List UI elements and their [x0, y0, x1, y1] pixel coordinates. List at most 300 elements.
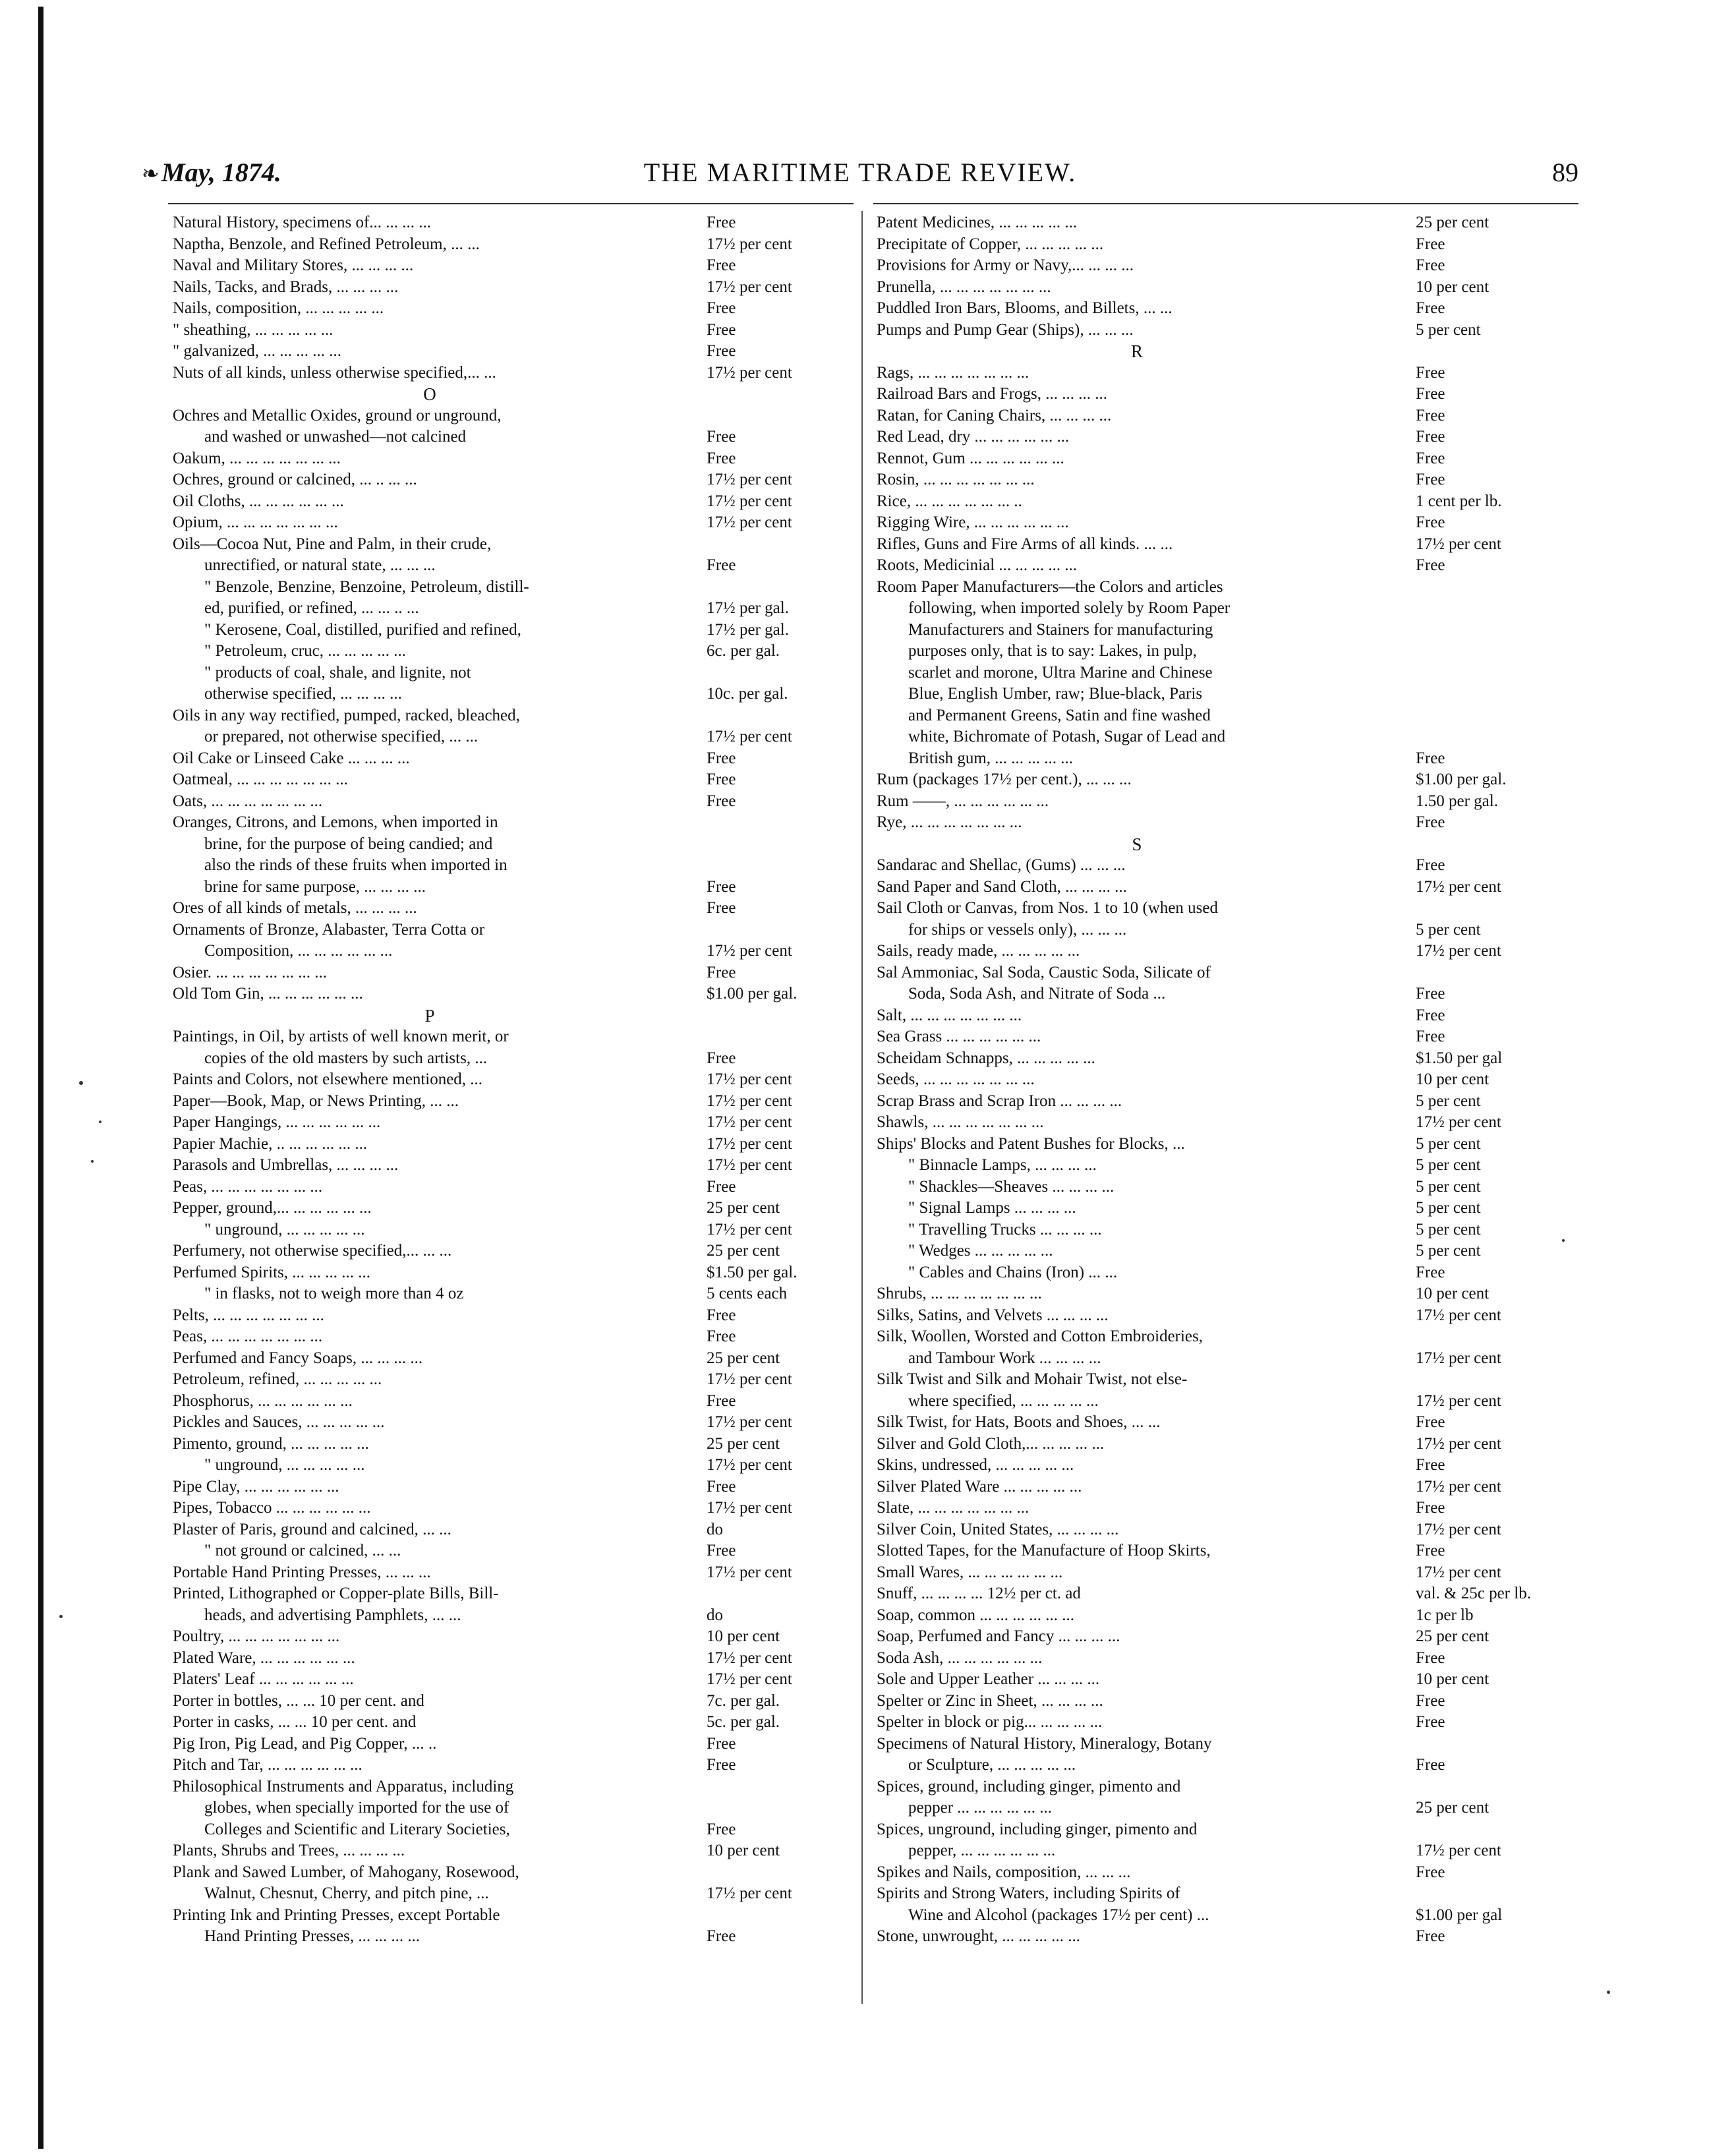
tariff-entry — [173, 255, 845, 277]
tariff-item: Oil Cake or Linseed Cake ... ... ... ... — [173, 749, 410, 767]
tariff-item: Rags, ... ... ... ... ... ... ... — [877, 363, 1029, 382]
tariff-item: Plaster of Paris, ground and calcined, ... ... — [173, 1520, 451, 1538]
tariff-item: Old Tom Gin, ... ... ... ... ... ... — [173, 985, 363, 1003]
tariff-entry — [173, 1412, 845, 1434]
tariff-item: Nails, Tacks, and Brads, ... ... ... ... — [173, 277, 399, 296]
tariff-rate: Free — [1416, 1542, 1445, 1559]
tariff-item: copies of the old masters by such artists, ... — [204, 1049, 488, 1067]
tariff-item: Poultry, ... ... ... ... ... ... ... — [173, 1627, 340, 1645]
tariff-rate: Free — [1416, 556, 1445, 574]
tariff-entry — [173, 1198, 845, 1219]
tariff-entry — [877, 1369, 1562, 1391]
tariff-rate: Free — [1416, 449, 1445, 467]
tariff-item: Rifles, Guns and Fire Arms of all kinds. ... ... — [877, 535, 1173, 553]
tariff-rate: 5 per cent — [1416, 920, 1481, 939]
tariff-entry — [173, 1734, 845, 1755]
tariff-item: Oil Cloths, ... ... ... ... ... ... — [173, 492, 344, 510]
tariff-entry — [877, 662, 1562, 684]
tariff-rate: 10 per cent — [1416, 1285, 1490, 1302]
tariff-rate: Free — [707, 320, 736, 339]
tariff-item: Skins, undressed, ... ... ... ... ... — [877, 1456, 1074, 1474]
tariff-rate: 17½ per cent — [707, 492, 792, 510]
tariff-item: Paper—Book, Map, or News Printing, ... ... — [173, 1092, 459, 1110]
tariff-item: Pumps and Pump Gear (Ships), ... ... ... — [877, 320, 1134, 339]
tariff-rate: 5 per cent — [1416, 1220, 1481, 1238]
tariff-item: heads, and advertising Pamphlets, ... ... — [204, 1606, 461, 1624]
tariff-rate: Free — [1416, 299, 1445, 317]
tariff-rate: $1.50 per gal — [1416, 1049, 1503, 1067]
tariff-item: Natural History, specimens of... ... ... ... — [173, 214, 432, 231]
tariff-item: Blue, English Umber, raw; Blue-black, Paris — [908, 685, 1203, 703]
tariff-item: pepper, ... ... ... ... ... ... — [908, 1842, 1056, 1859]
tariff-entry — [877, 1862, 1562, 1884]
tariff-entry — [877, 1005, 1562, 1027]
tariff-rate: Free — [707, 428, 736, 446]
tariff-rate: 25 per cent — [707, 1199, 780, 1217]
tariff-rate: Free — [707, 1927, 736, 1945]
tariff-entry — [173, 684, 845, 705]
publication-title: THE MARITIME TRADE REVIEW. — [643, 158, 1077, 187]
tariff-entry — [877, 1712, 1562, 1734]
tariff-entry — [877, 1069, 1562, 1091]
tariff-entry — [877, 898, 1562, 919]
tariff-entry — [877, 983, 1562, 1005]
tariff-rate: 6c. per gal. — [707, 642, 780, 660]
tariff-entry — [877, 1391, 1562, 1413]
tariff-item: Paintings, in Oil, by artists of well known merit, or — [173, 1028, 509, 1045]
tariff-entry — [877, 1219, 1562, 1241]
tariff-entry — [173, 555, 845, 577]
tariff-item: Sails, ready made, ... ... ... ... ... — [877, 942, 1080, 960]
hand-mark-icon: ❧ — [142, 161, 159, 185]
tariff-rate: 17½ per cent — [1416, 1520, 1501, 1538]
tariff-item: Silk Twist and Silk and Mohair Twist, not else- — [877, 1370, 1188, 1388]
section-letter: S — [1132, 834, 1142, 854]
tariff-item: Shrubs, ... ... ... ... ... ... ... — [877, 1285, 1042, 1302]
tariff-item: where specified, ... ... ... ... ... — [908, 1391, 1099, 1410]
tariff-entry — [173, 1540, 845, 1562]
tariff-item: Nails, composition, ... ... ... ... ... — [173, 299, 384, 317]
tariff-rate: 17½ per cent — [1416, 1306, 1501, 1324]
tariff-entry — [173, 1883, 845, 1905]
tariff-entry — [877, 1905, 1562, 1927]
tariff-rate: Free — [707, 963, 736, 981]
tariff-entry — [173, 320, 845, 341]
tariff-item: Sandarac and Shellac, (Gums) ... ... ... — [877, 856, 1126, 874]
print-speck — [91, 1160, 94, 1163]
tariff-rate: 10 per cent — [1416, 277, 1490, 296]
tariff-rate: 17½ per cent — [707, 277, 792, 296]
tariff-entry — [173, 491, 845, 513]
print-speck — [99, 1121, 101, 1123]
tariff-item: Rennot, Gum ... ... ... ... ... ... — [877, 449, 1064, 467]
tariff-entry — [877, 620, 1562, 641]
tariff-entry — [173, 726, 845, 748]
tariff-rate: Free — [707, 899, 736, 917]
tariff-entry — [173, 1240, 845, 1262]
tariff-rate: do — [707, 1520, 723, 1538]
tariff-rate: Free — [1416, 1413, 1445, 1431]
tariff-entry — [877, 1669, 1562, 1691]
tariff-entry — [173, 898, 845, 919]
tariff-rate: Free — [1416, 385, 1445, 403]
tariff-item: Silver and Gold Cloth,... ... ... ... ... — [877, 1434, 1105, 1453]
tariff-rate: Free — [1416, 1927, 1445, 1945]
tariff-rate: 5 per cent — [1416, 1177, 1481, 1196]
tariff-entry — [877, 448, 1562, 470]
tariff-item: Specimens of Natural History, Mineralogy, Botany — [877, 1734, 1212, 1753]
tariff-entry — [877, 791, 1562, 813]
tariff-item: Sole and Upper Leather ... ... ... ... — [877, 1670, 1100, 1688]
tariff-entry — [173, 620, 845, 641]
tariff-entry — [877, 1026, 1562, 1048]
tariff-entry — [877, 1797, 1562, 1819]
tariff-entry — [173, 405, 845, 427]
tariff-rate: Free — [707, 1049, 736, 1067]
tariff-item: Portable Hand Printing Presses, ... ... ... — [173, 1563, 431, 1581]
tariff-rate: Free — [1416, 985, 1445, 1003]
tariff-rate: 7c. per gal. — [707, 1691, 780, 1710]
tariff-item: Composition, ... ... ... ... ... ... — [204, 942, 393, 960]
tariff-item: pepper ... ... ... ... ... ... — [908, 1799, 1053, 1817]
page-edge-rule — [38, 7, 43, 2149]
tariff-entry — [877, 1134, 1562, 1155]
tariff-entry — [877, 812, 1562, 834]
tariff-rate: 17½ per cent — [1416, 1842, 1501, 1859]
tariff-item: Oranges, Citrons, and Lemons, when imported in — [173, 813, 498, 831]
tariff-rate: 10 per cent — [1416, 1670, 1490, 1688]
tariff-rate: 25 per cent — [1416, 1799, 1490, 1817]
tariff-item: Sea Grass ... ... ... ... ... ... — [877, 1028, 1041, 1045]
tariff-entry — [877, 1305, 1562, 1327]
tariff-item: Sail Cloth or Canvas, from Nos. 1 to 10 (when used — [877, 899, 1219, 917]
tariff-entry — [877, 1177, 1562, 1198]
tariff-rate: 5 per cent — [1416, 1156, 1481, 1174]
tariff-rate: Free — [1416, 1456, 1445, 1474]
tariff-entry — [173, 1434, 845, 1455]
tariff-item: unrectified, or natural state, ... ... ... — [204, 556, 436, 574]
tariff-entry — [877, 726, 1562, 748]
tariff-entry — [173, 1583, 845, 1605]
tariff-entry — [877, 1540, 1562, 1562]
tariff-entry — [173, 1776, 845, 1798]
tariff-item: Ratan, for Caning Chairs, ... ... ... ... — [877, 406, 1112, 424]
tariff-entry — [173, 1048, 845, 1070]
tariff-rate: 25 per cent — [707, 1434, 780, 1453]
tariff-item: Rum ——, ... ... ... ... ... ... — [877, 792, 1049, 810]
tariff-entry — [877, 234, 1562, 256]
tariff-rate: 17½ per cent — [707, 1413, 792, 1431]
tariff-rate: 5 per cent — [1416, 1092, 1481, 1110]
tariff-entry — [173, 298, 845, 320]
tariff-entry — [877, 1691, 1562, 1712]
tariff-item: Plants, Shrubs and Trees, ... ... ... ... — [173, 1842, 405, 1859]
tariff-item: for ships or vessels only), ... ... ... — [908, 920, 1127, 939]
tariff-entry — [173, 983, 845, 1005]
tariff-entry — [877, 405, 1562, 427]
tariff-item: Snuff, ... ... ... ... 12½ per ct. ad — [877, 1585, 1081, 1602]
tariff-rate: 10 per cent — [1416, 1070, 1490, 1088]
tariff-item: " Kerosene, Coal, distilled, purified and refined, — [204, 620, 521, 639]
tariff-rate: Free — [707, 749, 736, 767]
tariff-item: Parasols and Umbrellas, ... ... ... ... — [173, 1156, 399, 1174]
tariff-item: Pickles and Sauces, ... ... ... ... ... — [173, 1413, 385, 1431]
tariff-item: Ochres, ground or calcined, ... .. ... ... — [173, 471, 417, 488]
tariff-item: " unground, ... ... ... ... ... — [204, 1456, 365, 1474]
tariff-item: Rye, ... ... ... ... ... ... ... — [877, 813, 1022, 831]
tariff-item: Rice, ... ... ... ... ... ... .. — [877, 492, 1022, 510]
tariff-item: Oils in any way rectified, pumped, racked, bleached, — [173, 706, 520, 724]
tariff-item: Perfumed and Fancy Soaps, ... ... ... ... — [173, 1349, 423, 1367]
tariff-entry — [877, 1091, 1562, 1113]
tariff-rate: Free — [707, 1391, 736, 1410]
tariff-item: Oils—Cocoa Nut, Pine and Palm, in their crude, — [173, 535, 492, 553]
tariff-item: or Sculpture, ... ... ... ... ... — [908, 1756, 1076, 1774]
tariff-entry — [173, 941, 845, 962]
tariff-entry — [173, 1840, 845, 1862]
tariff-entry — [877, 1926, 1562, 1948]
tariff-rate: 17½ per cent — [707, 1370, 792, 1388]
tariff-rate: 17½ per gal. — [707, 620, 789, 639]
tariff-entry — [877, 1112, 1562, 1134]
tariff-rate: 10 per cent — [707, 1627, 780, 1645]
tariff-entry — [173, 705, 845, 727]
tariff-item: Pig Iron, Pig Lead, and Pig Copper, ... .. — [173, 1734, 437, 1753]
tariff-rate: Free — [1416, 813, 1445, 831]
tariff-rate: Free — [707, 1327, 736, 1345]
tariff-item: and Tambour Work ... ... ... ... — [908, 1349, 1101, 1367]
tariff-entry — [877, 277, 1562, 299]
tariff-item: Pipes, Tobacco ... ... ... ... ... ... — [173, 1499, 371, 1517]
tariff-item: and Permanent Greens, Satin and fine washed — [908, 706, 1211, 724]
tariff-item: Plated Ware, ... ... ... ... ... ... — [173, 1648, 355, 1667]
tariff-item: Railroad Bars and Frogs, ... ... ... ... — [877, 385, 1107, 403]
tariff-item: Roots, Medicinial ... ... ... ... ... — [877, 556, 1078, 574]
tariff-entry — [877, 1326, 1562, 1348]
tariff-item: Red Lead, dry ... ... ... ... ... ... — [877, 428, 1070, 446]
tariff-item: Puddled Iron Bars, Blooms, and Billets, ... ... — [877, 299, 1173, 317]
tariff-rate: 17½ per gal. — [707, 599, 789, 617]
tariff-entry — [173, 641, 845, 662]
tariff-rate: 17½ per cent — [1416, 1391, 1501, 1410]
tariff-rate: 17½ per cent — [707, 1499, 792, 1517]
tariff-item: also the rinds of these fruits when imported in — [204, 856, 507, 874]
tariff-entry — [173, 1626, 845, 1648]
tariff-item: Precipitate of Copper, ... ... ... ... ... — [877, 235, 1104, 253]
tariff-item: Spices, unground, including ginger, pimento and — [877, 1820, 1198, 1838]
tariff-entry — [877, 255, 1562, 277]
tariff-entry — [877, 1262, 1562, 1284]
tariff-item: purposes only, that is to say: Lakes, in pulp, — [908, 642, 1197, 660]
tariff-entry — [173, 1755, 845, 1776]
tariff-rate: Free — [1416, 363, 1445, 382]
tariff-entry — [173, 1134, 845, 1155]
tariff-entry — [173, 1476, 845, 1498]
tariff-item: Rosin, ... ... ... ... ... ... ... — [877, 471, 1035, 488]
tariff-item: " in flasks, not to weigh more than 4 oz — [204, 1285, 464, 1302]
print-speck — [1607, 1991, 1610, 1994]
tariff-rate: Free — [707, 1734, 736, 1753]
tariff-item: Spirits and Strong Waters, including Spirits of — [877, 1884, 1180, 1902]
tariff-entry — [877, 363, 1562, 384]
tariff-entry — [173, 277, 845, 299]
tariff-item: Oakum, ... ... ... ... ... ... ... — [173, 449, 341, 467]
tariff-entry — [173, 1519, 845, 1541]
tariff-entry — [877, 962, 1562, 984]
tariff-entry — [173, 1605, 845, 1627]
tariff-entry — [877, 1734, 1562, 1755]
tariff-rate: 17½ per cent — [707, 513, 792, 531]
tariff-entry — [877, 641, 1562, 662]
tariff-column-left — [173, 212, 845, 1948]
tariff-rate: Free — [707, 771, 736, 788]
tariff-rate: 17½ per cent — [707, 1884, 792, 1902]
tariff-entry — [877, 212, 1562, 234]
tariff-rate: 17½ per cent — [1416, 535, 1501, 553]
tariff-item: Room Paper Manufacturers—the Colors and articles — [877, 577, 1223, 596]
tariff-entry — [877, 534, 1562, 556]
tariff-entry — [173, 1177, 845, 1198]
tariff-item: Oats, ... ... ... ... ... ... ... — [173, 792, 323, 810]
tariff-entry — [173, 1819, 845, 1841]
tariff-rate: Free — [707, 1820, 736, 1838]
tariff-entry — [877, 577, 1562, 598]
print-speck — [1562, 1239, 1565, 1242]
tariff-entry — [877, 1283, 1562, 1305]
tariff-item: Rigging Wire, ... ... ... ... ... ... — [877, 513, 1069, 531]
tariff-entry — [877, 1455, 1562, 1476]
section-letter: O — [423, 384, 436, 404]
tariff-item: Pipe Clay, ... ... ... ... ... ... — [173, 1477, 339, 1496]
tariff-item: Printing Ink and Printing Presses, except Portable — [173, 1906, 500, 1924]
tariff-rate: Free — [707, 792, 736, 810]
section-letter: P — [424, 1005, 435, 1026]
tariff-rate: 5 per cent — [1416, 1242, 1481, 1260]
tariff-rate: 17½ per cent — [707, 1113, 792, 1131]
tariff-rate: Free — [1416, 1028, 1445, 1045]
tariff-item: " Wedges ... ... ... ... ... — [908, 1242, 1053, 1260]
print-speck — [59, 1615, 63, 1618]
tariff-item: Colleges and Scientific and Literary Societies, — [204, 1820, 510, 1838]
tariff-entry — [877, 684, 1562, 705]
tariff-entry — [173, 341, 845, 363]
tariff-rate: 17½ per cent — [1416, 877, 1501, 896]
tariff-item: " not ground or calcined, ... ... — [204, 1542, 401, 1559]
tariff-rate: Free — [707, 1477, 736, 1496]
tariff-item: Platers' Leaf ... ... ... ... ... ... — [173, 1670, 354, 1688]
tariff-item: Sal Ammoniac, Sal Soda, Caustic Soda, Silicate of — [877, 963, 1211, 981]
tariff-item: Plank and Sawed Lumber, of Mahogany, Rosewood, — [173, 1863, 519, 1881]
header-rule-left — [168, 203, 854, 204]
tariff-item: " Travelling Trucks ... ... ... ... — [908, 1220, 1102, 1238]
tariff-rate: Free — [1416, 1263, 1445, 1281]
tariff-item: Peas, ... ... ... ... ... ... ... — [173, 1327, 323, 1345]
tariff-item: Ships' Blocks and Patent Bushes for Blocks, ... — [877, 1134, 1185, 1153]
tariff-item: " Binnacle Lamps, ... ... ... ... — [908, 1156, 1097, 1174]
tariff-entry — [173, 598, 845, 620]
tariff-entry — [173, 363, 845, 384]
tariff-item: " Benzole, Benzine, Benzoine, Petroleum, distill- — [204, 577, 529, 596]
tariff-item: Soda Ash, ... ... ... ... ... ... — [877, 1648, 1043, 1667]
tariff-entry — [877, 1755, 1562, 1776]
tariff-entry — [173, 1669, 845, 1691]
tariff-entry — [877, 1519, 1562, 1541]
tariff-item: Pitch and Tar, ... ... ... ... ... ... — [173, 1756, 362, 1774]
tariff-rate: Free — [1416, 406, 1445, 424]
tariff-entry — [877, 1583, 1562, 1605]
tariff-rate: $1.50 per gal. — [707, 1263, 797, 1281]
tariff-entry — [173, 1562, 845, 1584]
tariff-rate: Free — [707, 449, 736, 467]
tariff-rate: 17½ per cent — [707, 1220, 792, 1238]
tariff-rate: Free — [707, 214, 736, 231]
tariff-item: Seeds, ... ... ... ... ... ... ... — [877, 1070, 1035, 1088]
tariff-item: Porter in bottles, ... ... 10 per cent. and — [173, 1691, 424, 1710]
tariff-item: Ores of all kinds of metals, ... ... ... ... — [173, 899, 417, 917]
tariff-item: Pepper, ground,... ... ... ... ... ... — [173, 1199, 372, 1217]
tariff-rate: 25 per cent — [707, 1349, 780, 1367]
tariff-entry — [173, 1862, 845, 1884]
tariff-entry — [173, 877, 845, 898]
tariff-rate: 5 per cent — [1416, 1199, 1481, 1217]
tariff-item: Ochres and Metallic Oxides, ground or unground, — [173, 406, 502, 424]
tariff-entry — [173, 426, 845, 448]
tariff-item: Sand Paper and Sand Cloth, ... ... ... ... — [877, 877, 1127, 896]
tariff-entry — [877, 1562, 1562, 1584]
tariff-item: Provisions for Army or Navy,... ... ... ... — [877, 256, 1134, 274]
tariff-entry — [173, 512, 845, 534]
tariff-rate: $1.00 per gal. — [707, 985, 797, 1003]
tariff-item: " galvanized, ... ... ... ... ... — [173, 342, 341, 360]
tariff-rate: 17½ per cent — [1416, 1477, 1501, 1496]
tariff-entry — [173, 662, 845, 684]
tariff-entry — [877, 491, 1562, 513]
tariff-rate: Free — [1416, 256, 1445, 274]
tariff-item: Paper Hangings, ... ... ... ... ... ... — [173, 1113, 381, 1131]
tariff-entry — [173, 534, 845, 556]
tariff-item: " Signal Lamps ... ... ... ... — [908, 1199, 1076, 1217]
tariff-entry — [877, 298, 1562, 320]
tariff-entry — [877, 1776, 1562, 1798]
tariff-item: Walnut, Chesnut, Cherry, and pitch pine, ... — [204, 1884, 489, 1902]
tariff-item: Phosphorus, ... ... ... ... ... ... — [173, 1391, 353, 1410]
tariff-item: Soap, common ... ... ... ... ... ... — [877, 1606, 1074, 1624]
tariff-item: Slotted Tapes, for the Manufacture of Hoop Skirts, — [877, 1542, 1211, 1559]
tariff-rate: 1c per lb — [1416, 1606, 1474, 1624]
tariff-entry — [173, 1026, 845, 1048]
tariff-item: following, when imported solely by Room Paper — [908, 599, 1231, 617]
tariff-item: Ornaments of Bronze, Alabaster, Terra Cotta or — [173, 920, 485, 939]
tariff-item: Rum (packages 17½ per cent.), ... ... ... — [877, 771, 1132, 788]
tariff-rate: Free — [1416, 856, 1445, 874]
tariff-rate: 25 per cent — [1416, 214, 1490, 231]
tariff-item: globes, when specially imported for the use of — [204, 1799, 509, 1817]
column-divider — [861, 211, 863, 2004]
header-rule-right — [873, 203, 1579, 204]
tariff-item: otherwise specified, ... ... ... ... — [204, 685, 402, 703]
tariff-entry — [173, 448, 845, 470]
tariff-rate: 1.50 per gal. — [1416, 792, 1498, 810]
tariff-rate: 17½ per cent — [707, 728, 792, 745]
tariff-rate: Free — [1416, 1713, 1445, 1731]
tariff-entry — [173, 962, 845, 984]
tariff-item: Salt, ... ... ... ... ... ... ... — [877, 1006, 1022, 1024]
page-number: 89 — [1552, 158, 1579, 187]
tariff-rate: 25 per cent — [1416, 1627, 1490, 1645]
tariff-entry — [173, 855, 845, 877]
tariff-item: Perfumery, not otherwise specified,... ... ... — [173, 1242, 452, 1260]
tariff-rate: 17½ per cent — [707, 1456, 792, 1474]
